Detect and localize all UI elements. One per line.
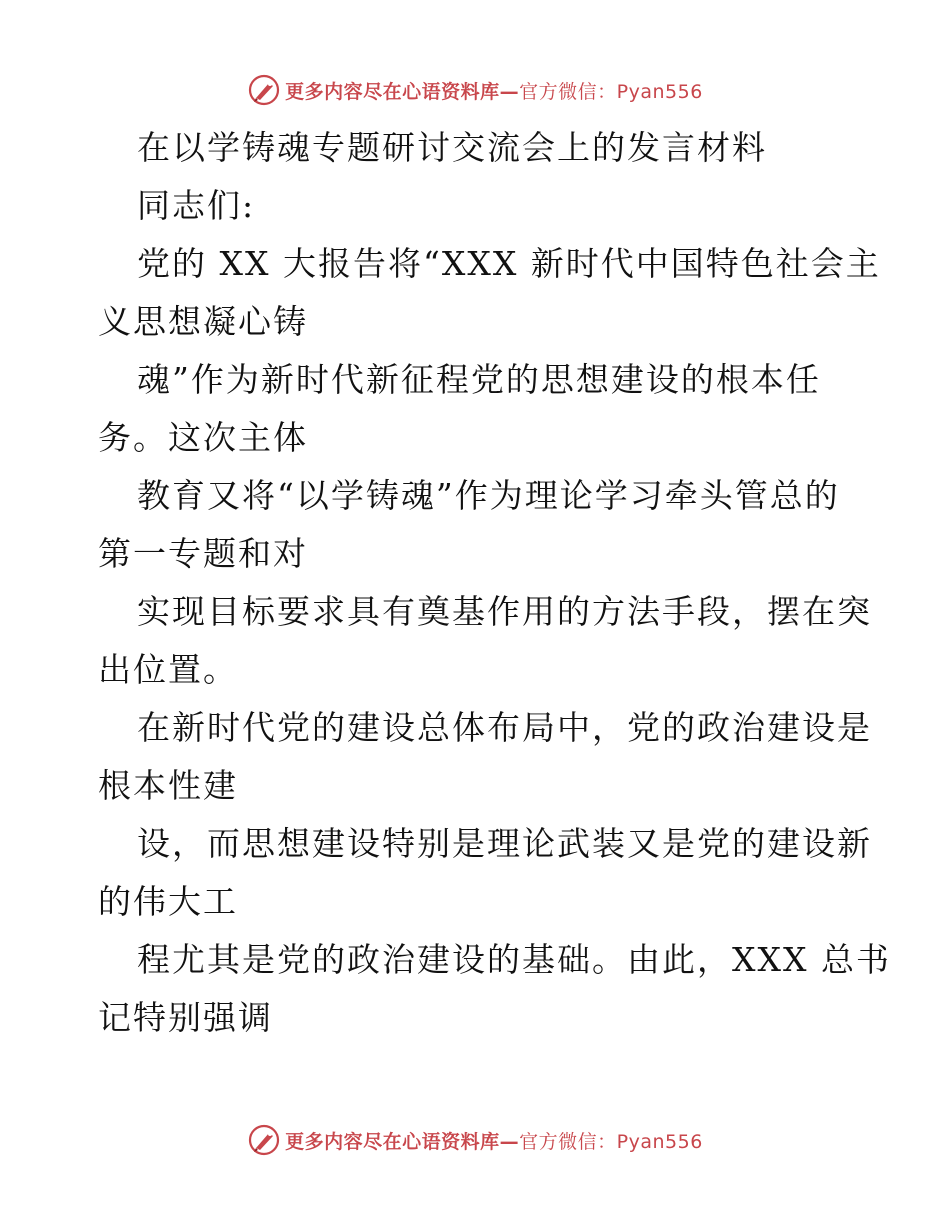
body-line: 教育又将“以学铸魂”作为理论学习牵头管总的 <box>137 476 840 515</box>
body-line: 程尤其是党的政治建设的基础。由此，XXX 总书 <box>137 940 891 979</box>
body-line: 务。这次主体 <box>98 418 308 457</box>
watermark-text-main: 更多内容尽在心语资料库— <box>285 80 520 103</box>
body-line: 魂”作为新时代新征程党的思想建设的根本任 <box>137 360 821 399</box>
body-line: 在新时代党的建设总体布局中，党的政治建设是 <box>137 708 872 747</box>
watermark-text-tail: 官方微信：Pyan556 <box>519 80 703 103</box>
body-line: 设，而思想建设特别是理论武装又是党的建设新 <box>137 824 872 863</box>
salutation: 同志们: <box>137 186 256 225</box>
body-line: 出位置。 <box>98 650 238 689</box>
watermark-text-tail: 官方微信：Pyan556 <box>519 1130 703 1153</box>
body-line: 义思想凝心铸 <box>98 302 308 341</box>
body-line: 党的 XX 大报告将“XXX 新时代中国特色社会主 <box>137 244 881 283</box>
header-watermark <box>0 70 950 110</box>
body-line: 记特别强调 <box>98 998 273 1037</box>
watermark-text-main: 更多内容尽在心语资料库— <box>285 1130 520 1153</box>
body-line: 的伟大工 <box>98 882 238 921</box>
body-line: 根本性建 <box>98 766 238 805</box>
document-title: 在以学铸魂专题研讨交流会上的发言材料 <box>137 128 767 167</box>
pen-quill-logo-icon <box>247 1123 281 1157</box>
pen-quill-logo-icon <box>247 73 281 107</box>
watermark-text <box>285 77 703 104</box>
footer-watermark <box>0 1120 950 1160</box>
body-line: 第一专题和对 <box>98 534 308 573</box>
body-line: 实现目标要求具有奠基作用的方法手段，摆在突 <box>137 592 872 631</box>
watermark-text <box>285 1127 703 1154</box>
